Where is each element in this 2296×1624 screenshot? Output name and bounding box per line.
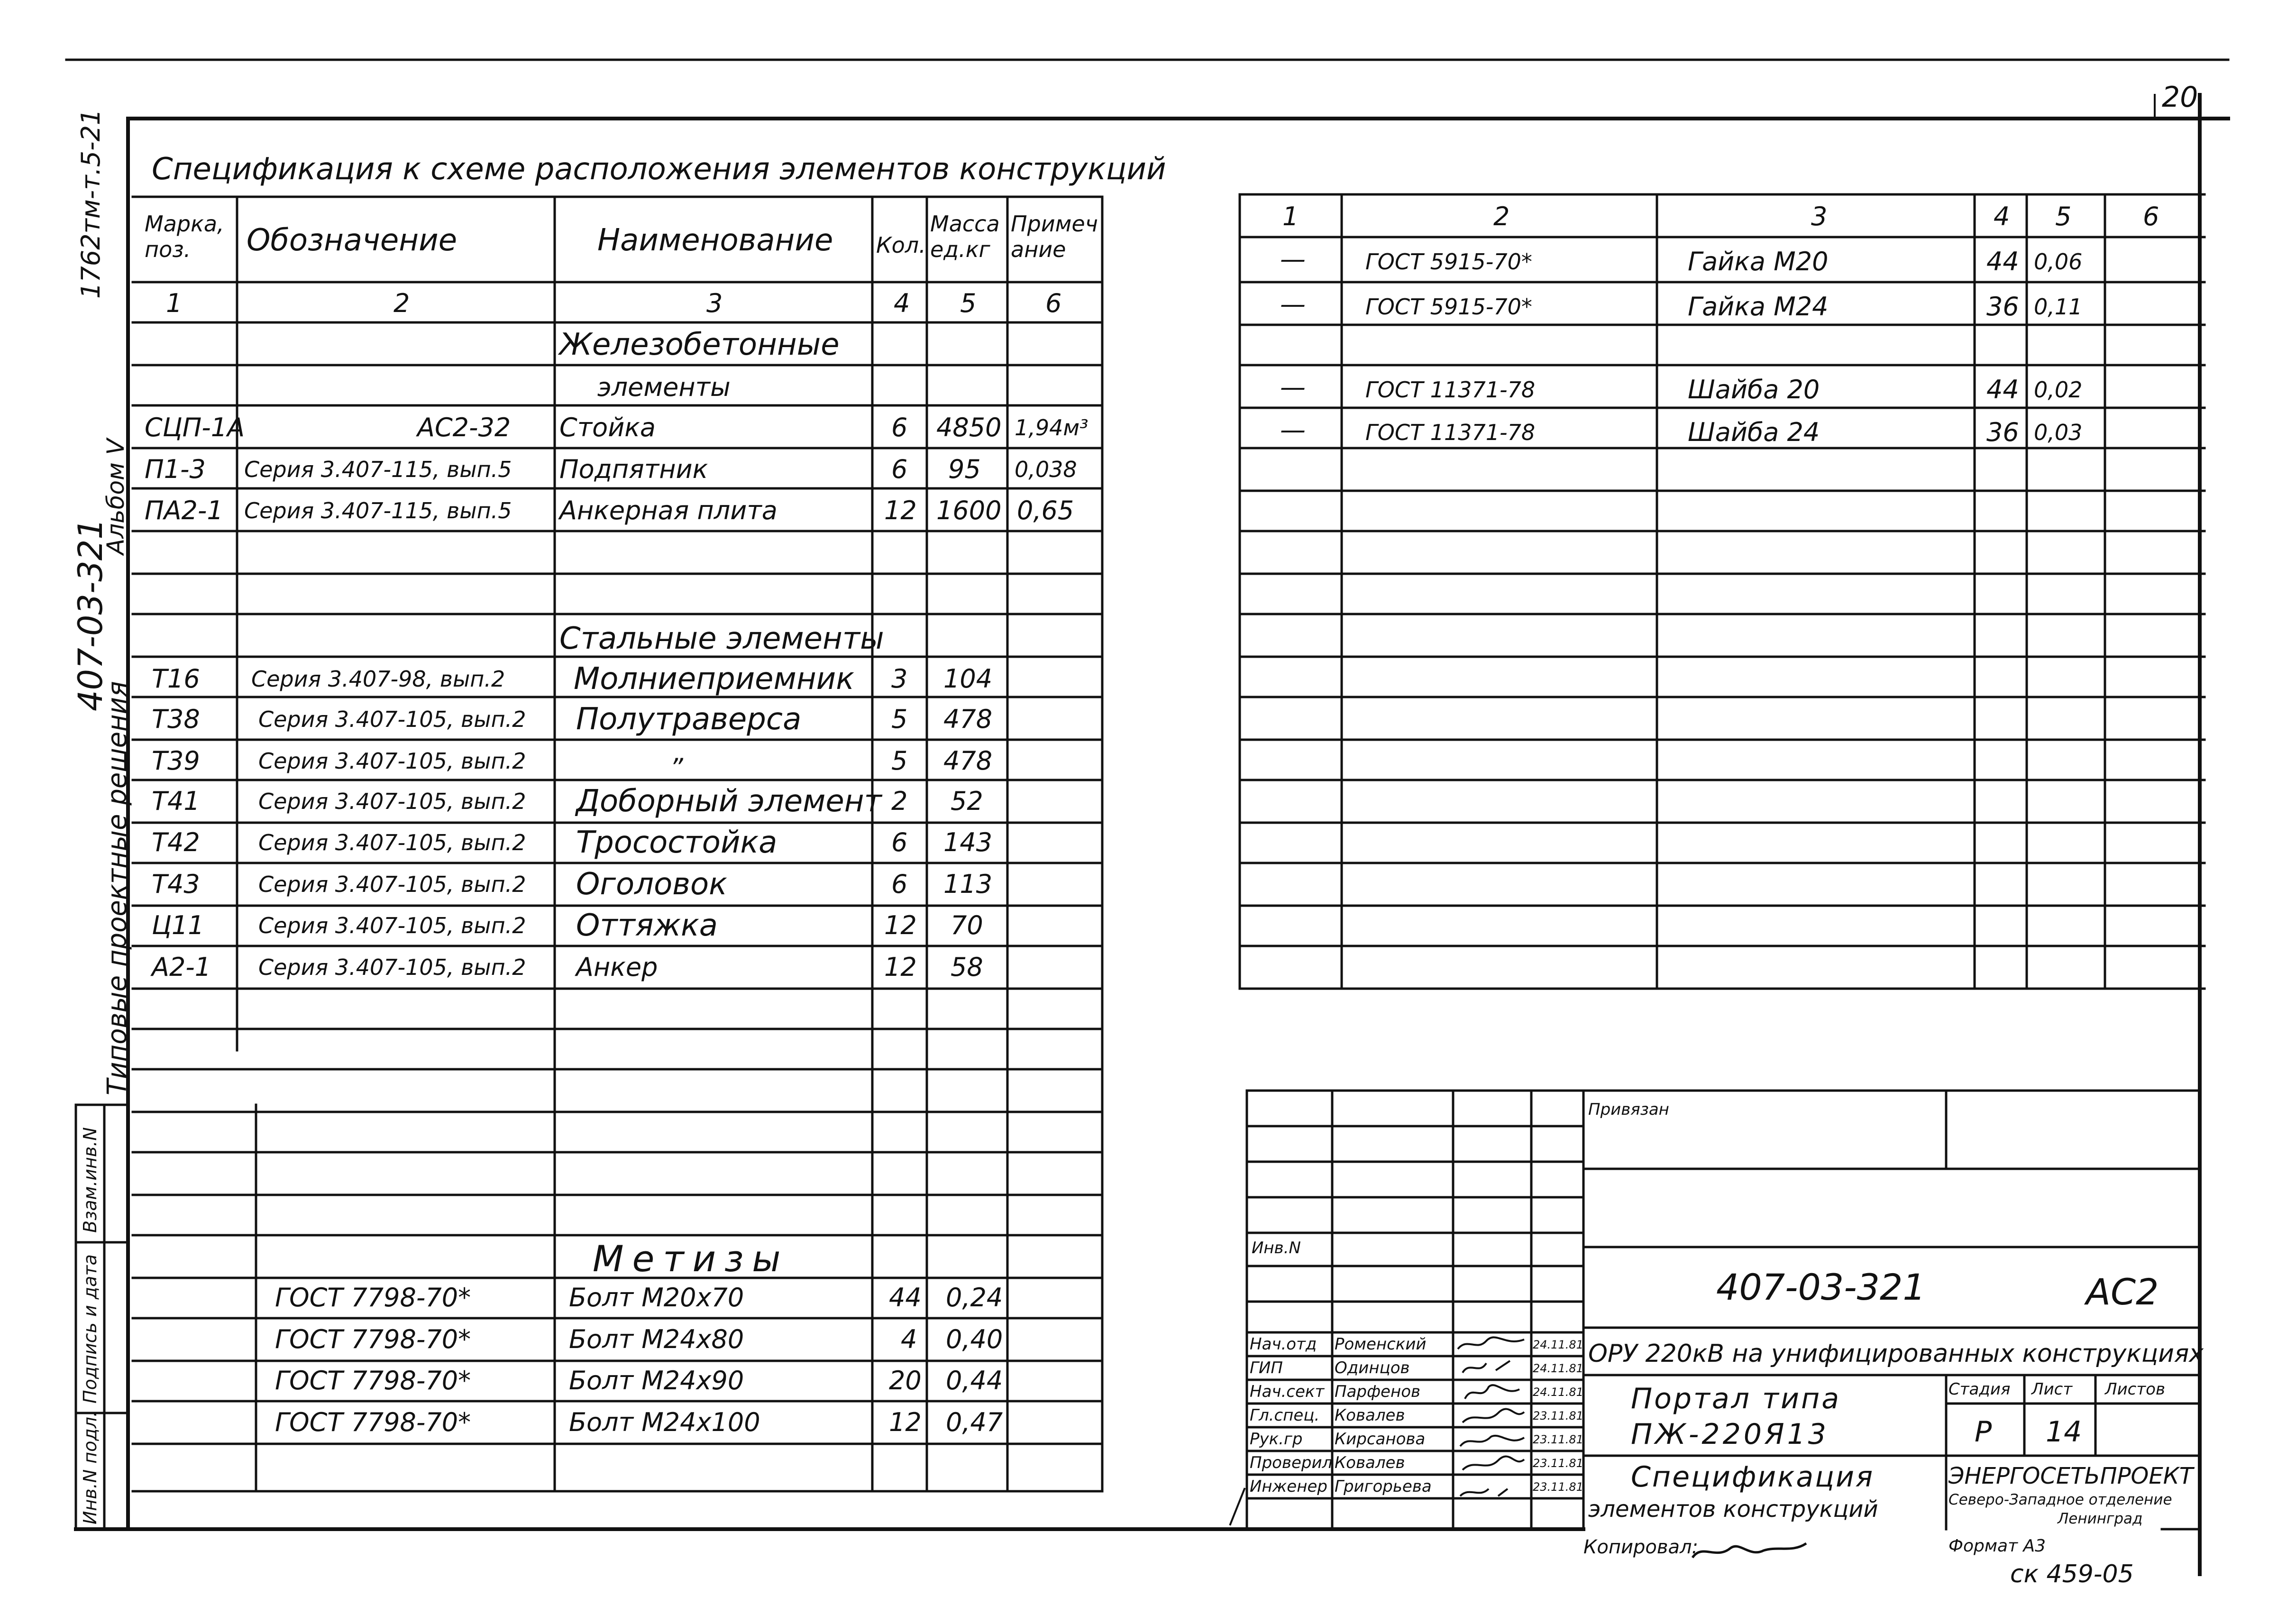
- bolt-designation: ГОСТ 7798-70*: [275, 1324, 471, 1354]
- sig-name: Григорьева: [1335, 1477, 1432, 1496]
- rtable-row-mass: 0,03: [2034, 420, 2083, 445]
- rtable-row-name: Шайба 20: [1688, 375, 1820, 404]
- table-row-name: Анкерная плита: [559, 495, 778, 525]
- sig-date: 24.11.81: [1533, 1385, 1583, 1399]
- rtable-row-mark: —: [1280, 289, 1306, 319]
- table-row-name: Тросостойка: [576, 825, 778, 860]
- table-row-name: Молниеприемник: [574, 661, 854, 697]
- rtable-row-mark: —: [1280, 372, 1306, 402]
- inv-n-label: Инв.N: [1252, 1239, 1301, 1257]
- table-row-note: 0,038: [1015, 457, 1077, 482]
- bolt-qty: 4: [901, 1324, 917, 1354]
- colnum-6: 6: [1045, 288, 1062, 318]
- header-qty: Кол.: [876, 232, 926, 258]
- document-code: 407-03-321: [1716, 1266, 1926, 1308]
- table-row-qty: 6: [891, 413, 908, 442]
- section-reinforced-concrete: Железобетонные: [559, 327, 840, 362]
- sig-name: Роменский: [1335, 1335, 1427, 1354]
- stage-value: Р: [1975, 1415, 1992, 1449]
- sig-role: Проверил: [1250, 1453, 1333, 1472]
- bolt-mass: 0,47: [946, 1407, 1003, 1437]
- sig-date: 23.11.81: [1533, 1480, 1583, 1494]
- table-row-qty: 6: [891, 454, 908, 484]
- rtable-row-qty: 36: [1986, 292, 2019, 321]
- org-branch: Северо-Западное отделение: [1948, 1491, 2172, 1508]
- sig-role: Гл.спец.: [1250, 1406, 1320, 1425]
- sig-role: Рук.гр: [1250, 1430, 1303, 1449]
- table-row-mass: 1600: [936, 495, 1002, 525]
- rcolnum-4: 4: [1994, 202, 2010, 231]
- bolt-qty: 20: [889, 1366, 922, 1395]
- table-row-qty: 12: [884, 495, 917, 525]
- archive-number: ск 459-05: [2010, 1560, 2134, 1588]
- sig-role: Нач.отд: [1250, 1335, 1317, 1354]
- table-row-name: Анкер: [576, 952, 658, 982]
- rtable-row-designation: ГОСТ 11371-78: [1365, 377, 1536, 403]
- sig-role: Инженер: [1250, 1477, 1327, 1496]
- rtable-row-designation: ГОСТ 5915-70*: [1365, 294, 1532, 320]
- table-row-qty: 3: [891, 664, 908, 694]
- table-row-mark: Т16: [152, 664, 200, 694]
- signature-scribbles: [1453, 1332, 1531, 1529]
- table-row-mark: СЦП-1А: [145, 413, 245, 442]
- colnum-3: 3: [706, 288, 723, 318]
- table-row-mass: 104: [943, 664, 993, 694]
- bolt-mass: 0,40: [946, 1324, 1003, 1354]
- table-row-name: Полутраверса: [576, 702, 802, 737]
- header-name: Наименование: [597, 223, 833, 258]
- table-row-mark: ПА2-1: [145, 495, 223, 525]
- sheets-header: Листов: [2105, 1380, 2166, 1399]
- table-row-mass: 4850: [936, 413, 1002, 442]
- bolt-mass: 0,44: [946, 1366, 1003, 1395]
- bolt-name: Болт М20х70: [569, 1283, 744, 1312]
- stage-header: Стадия: [1948, 1380, 2011, 1399]
- bolt-designation: ГОСТ 7798-70*: [275, 1407, 471, 1437]
- rtable-row-mass: 0,11: [2034, 294, 2083, 320]
- sig-date: 23.11.81: [1533, 1409, 1583, 1422]
- table-row-mass: 478: [943, 704, 993, 734]
- sheet-value: 14: [2046, 1415, 2082, 1449]
- rtable-row-mark: —: [1280, 415, 1306, 445]
- table-row-mark: А2-1: [152, 952, 211, 982]
- table-row-qty: 6: [891, 827, 908, 857]
- stamp-inv-podl: Инв.N подл.: [80, 1411, 101, 1524]
- table-row-qty: 2: [891, 786, 908, 816]
- table-row-mark: Ц11: [152, 910, 204, 940]
- header-designation: Обозначение: [247, 223, 457, 258]
- org-name: ЭНЕРГОСЕТЬПРОЕКТ: [1948, 1463, 2194, 1489]
- table-row-name: „: [673, 737, 686, 767]
- table-row-name: Оттяжка: [576, 908, 718, 943]
- bolt-name: Болт М24х80: [569, 1324, 744, 1354]
- sig-date: 24.11.81: [1533, 1338, 1583, 1351]
- stamp-vzam-inv: Взам.инв.N: [80, 1127, 101, 1233]
- rtable-row-mark: —: [1280, 244, 1306, 274]
- margin-project: 407-03-321: [71, 518, 110, 711]
- table-row-mark: Т42: [152, 827, 200, 857]
- rcolnum-2: 2: [1493, 202, 1510, 231]
- bolt-mass: 0,24: [946, 1283, 1003, 1312]
- table-row-note: 1,94м³: [1015, 415, 1089, 440]
- page-title: Спецификация к схеме расположения элементов конструкций: [152, 152, 1166, 187]
- section-metizy: Метизы: [593, 1238, 789, 1280]
- sig-name: Одинцов: [1335, 1358, 1410, 1377]
- rcolnum-5: 5: [2055, 202, 2072, 231]
- table-row-mark: Т41: [152, 786, 200, 816]
- rtable-row-qty: 44: [1986, 247, 2019, 276]
- sig-name: Кирсанова: [1335, 1430, 1426, 1449]
- rcolnum-6: 6: [2143, 202, 2159, 231]
- sig-role: Нач.сект: [1250, 1382, 1325, 1401]
- rtable-row-name: Шайба 24: [1688, 417, 1820, 447]
- table-row-designation: Серия 3.407-105, вып.2: [258, 913, 526, 938]
- sig-date: 24.11.81: [1533, 1362, 1583, 1375]
- bolt-name: Болт М24х100: [569, 1407, 760, 1437]
- table-row-mass: 52: [951, 786, 983, 816]
- rcolnum-3: 3: [1811, 202, 1828, 231]
- sig-name: Парфенов: [1335, 1382, 1421, 1401]
- sheet-header: Лист: [2031, 1380, 2073, 1399]
- table-row-mass: 143: [943, 827, 993, 857]
- sig-name: Ковалев: [1335, 1453, 1405, 1472]
- page-number: 20: [2162, 81, 2198, 114]
- header-mass: Масса ед.кг: [930, 211, 1000, 262]
- header-mark: Марка, поз.: [145, 211, 224, 262]
- header-note: Примечание: [1011, 211, 1098, 262]
- rtable-row-designation: ГОСТ 11371-78: [1365, 420, 1536, 445]
- rtable-row-qty: 36: [1986, 417, 2019, 447]
- table-row-mark: Т39: [152, 746, 200, 776]
- table-row-designation: Серия 3.407-115, вып.5: [244, 498, 512, 523]
- rtable-row-name: Гайка М24: [1688, 292, 1829, 321]
- colnum-2: 2: [393, 288, 410, 318]
- stamp-signature-date: Подпись и дата: [80, 1254, 101, 1404]
- section-reinforced-concrete-2: элементы: [597, 372, 731, 402]
- sig-name: Ковалев: [1335, 1406, 1405, 1425]
- table-row-note: 0,65: [1017, 495, 1074, 525]
- table-row-qty: 5: [891, 704, 908, 734]
- table-row-designation: Серия 3.407-105, вып.2: [258, 830, 526, 855]
- table-row-mass: 478: [943, 746, 993, 776]
- bolt-name: Болт М24х90: [569, 1366, 744, 1395]
- spec-line1: Спецификация: [1631, 1460, 1875, 1494]
- document-mark: АС2: [2086, 1271, 2159, 1313]
- table-row-designation: Серия 3.407-105, вып.2: [258, 748, 526, 774]
- bolt-qty: 12: [889, 1407, 922, 1437]
- table-row-designation: Серия 3.407-105, вып.2: [258, 706, 526, 732]
- bolt-designation: ГОСТ 7798-70*: [275, 1366, 471, 1395]
- rtable-row-mass: 0,02: [2034, 377, 2083, 403]
- table-row-mass: 70: [951, 910, 983, 940]
- table-row-name: Подпятник: [559, 454, 708, 484]
- table-row-qty: 12: [884, 952, 917, 982]
- bolt-qty: 44: [889, 1283, 922, 1312]
- portal-line2: ПЖ-220Я13: [1631, 1418, 1829, 1451]
- spec-line2: элементов конструкций: [1588, 1496, 1878, 1523]
- sig-date: 23.11.81: [1533, 1433, 1583, 1446]
- table-row-designation: Серия 3.407-98, вып.2: [251, 666, 505, 692]
- colnum-4: 4: [894, 288, 910, 318]
- rtable-row-name: Гайка М20: [1688, 247, 1829, 276]
- table-row-mass: 58: [951, 952, 983, 982]
- bolt-designation: ГОСТ 7798-70*: [275, 1283, 471, 1312]
- table-row-designation: Серия 3.407-105, вып.2: [258, 789, 526, 814]
- section-steel: Стальные элементы: [559, 621, 884, 656]
- sig-role: ГИП: [1250, 1358, 1283, 1377]
- rtable-row-qty: 44: [1986, 375, 2019, 404]
- table-row-qty: 5: [891, 746, 908, 776]
- table-row-qty: 6: [891, 869, 908, 899]
- table-row-name: Оголовок: [576, 867, 727, 902]
- table-row-name: Стойка: [559, 413, 656, 442]
- table-row-mass: 113: [943, 869, 993, 899]
- sig-date: 23.11.81: [1533, 1457, 1583, 1470]
- rtable-row-designation: ГОСТ 5915-70*: [1365, 249, 1532, 275]
- table-row-designation: Серия 3.407-105, вып.2: [258, 954, 526, 980]
- table-row-name: Доборный элемент: [576, 784, 882, 819]
- table-row-designation: Серия 3.407-105, вып.2: [258, 872, 526, 897]
- copied-label: Копировал:: [1583, 1536, 1699, 1558]
- table-row-qty: 12: [884, 910, 917, 940]
- colnum-1: 1: [166, 288, 183, 318]
- copied-signature: [1688, 1534, 1811, 1567]
- portal-line1: Портал типа: [1631, 1382, 1841, 1415]
- margin-album: Альбом V: [102, 439, 129, 555]
- margin-code: 1762тм-т.5-21: [76, 109, 106, 299]
- table-row-designation: АС2-32: [417, 413, 511, 442]
- table-row-mark: П1-3: [145, 454, 206, 484]
- table-row-mark: Т38: [152, 704, 200, 734]
- table-row-mark: Т43: [152, 869, 200, 899]
- rtable-row-mass: 0,06: [2034, 249, 2083, 275]
- colnum-5: 5: [960, 288, 977, 318]
- privyazan-label: Привязан: [1588, 1100, 1669, 1119]
- rcolnum-1: 1: [1282, 202, 1299, 231]
- org-city: Ленинград: [2058, 1510, 2143, 1527]
- object-name: ОРУ 220кВ на унифицированных конструкциях: [1588, 1340, 2204, 1368]
- format-label: Формат А3: [1948, 1536, 2046, 1556]
- margin-series: Типовые проектные решения: [102, 681, 133, 1095]
- table-row-designation: Серия 3.407-115, вып.5: [244, 457, 512, 482]
- table-row-mass: 95: [948, 454, 981, 484]
